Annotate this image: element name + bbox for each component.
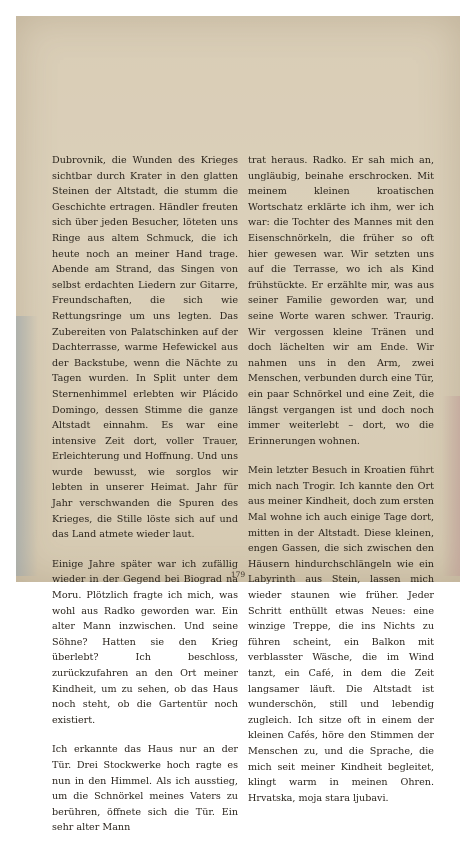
paragraph: Einige Jahre später war ich zufällig wieder in der Gegend bei Biograd na Moru. Plötzlich fragte ich mich, was wohl aus Radko geworden war. Ein alter Mann inzwischen. Und seine Söhne? Hatten sie den Krieg überlebt? Ich beschloss, zurückzufahren an den Ort meiner Kindheit, um zu sehen, ob das Haus noch steht, ob die Gartentür noch existiert. bbox=[52, 558, 238, 726]
paragraph: Ich erkannte das Haus nur an der Tür. Drei Stockwerke hoch ragte es nun in den Himmel. Als ich ausstieg, um die Schnörkel meines Vaters zu berühren, öffnete sich die Tür. Ein sehr alter Mann bbox=[52, 744, 238, 834]
page-number: 179 bbox=[230, 570, 246, 579]
right-text-column bbox=[248, 153, 434, 820]
paper-stain-left bbox=[16, 316, 38, 576]
paragraph: Dubrovnik, die Wunden des Krieges sichtbar durch Krater in den glatten Steinen der Altstadt, die stumm die Geschichte ertragen. Händler freuten sich über jeden Besucher, löteten uns Ringe aus altem Schmuck, die ich heute noch an meiner Hand trage. Abende am Strand, das Singen von selbst erdachten Liedern zur Gitarre, Freundschaften, die sich wie Rettungsringe um uns legten. Das Zubereiten von Palatschinken auf der Dachterrasse, warme Hefewickel aus der Backstube, wenn die Nächte zu Tagen wurden. In Split unter dem Sternenhimmel erlebten wir Plácido Domingo, dessen Stimme die ganze Altstadt einnahm. Es war eine intensive Zeit dort, voller Trauer, Erleichterung und Hoffnung. Und uns wurde bewusst, wie sorglos wir lebten in unserer Heimat. Jahr für Jahr verschwanden die Spuren des Krieges, die Stille löste sich auf und das Land atmete wieder laut. bbox=[52, 155, 238, 541]
left-text-column bbox=[52, 153, 238, 850]
book-page bbox=[16, 16, 460, 834]
paragraph: trat heraus. Radko. Er sah mich an, ungläubig, beinahe erschrocken. Mit meinem kleinen kroatischen Wortschatz erklärte ich ihm, wer ich war: die Tochter des Mannes mit den Eisenschnörkeln, die früher so oft hier gewesen war. Wir setzten uns auf die Terrasse, wo ich als Kind frühstückte. Er erzählte mir, was aus seiner Familie geworden war, und seine Worte waren schwer. Traurig. Wir vergossen kleine Tränen und doch lächelten wir am Ende. Wir nahmen uns in den Arm, zwei Menschen, verbunden durch eine Tür, ein paar Schnörkel und eine Zeit, die längst vergangen ist und doch noch immer weiterlebt – dort, wo die Erinnerungen wohnen. bbox=[248, 155, 434, 447]
paper-stain-right bbox=[442, 396, 460, 576]
paragraph: Mein letzter Besuch in Kroatien führt mich nach Trogir. Ich kannte den Ort aus meiner Kindheit, doch zum ersten Mal wohne ich auch einige Tage dort, mitten in der Altstadt. Diese kleinen, engen Gassen, die sich zwischen den Häusern hindurchschlängeln wie ein Labyrinth aus Stein, lassen mich wieder staunen wie früher. Jeder Schritt enthüllt etwas Neues: eine winzige Treppe, die ins Nichts zu führen scheint, ein Balkon mit verblasster Wäsche, die im Wind tanzt, ein Café, in dem die Zeit langsamer läuft. Die Altstadt ist wunderschön, still und lebendig zugleich. Ich sitze oft in einem der kleinen Cafés, höre den Stimmen der Menschen zu, und die Sprache, die mich seit meiner Kindheit begleitet, klingt warm in meinen Ohren. Hrvatska, moja stara ljubavi. bbox=[248, 465, 434, 804]
